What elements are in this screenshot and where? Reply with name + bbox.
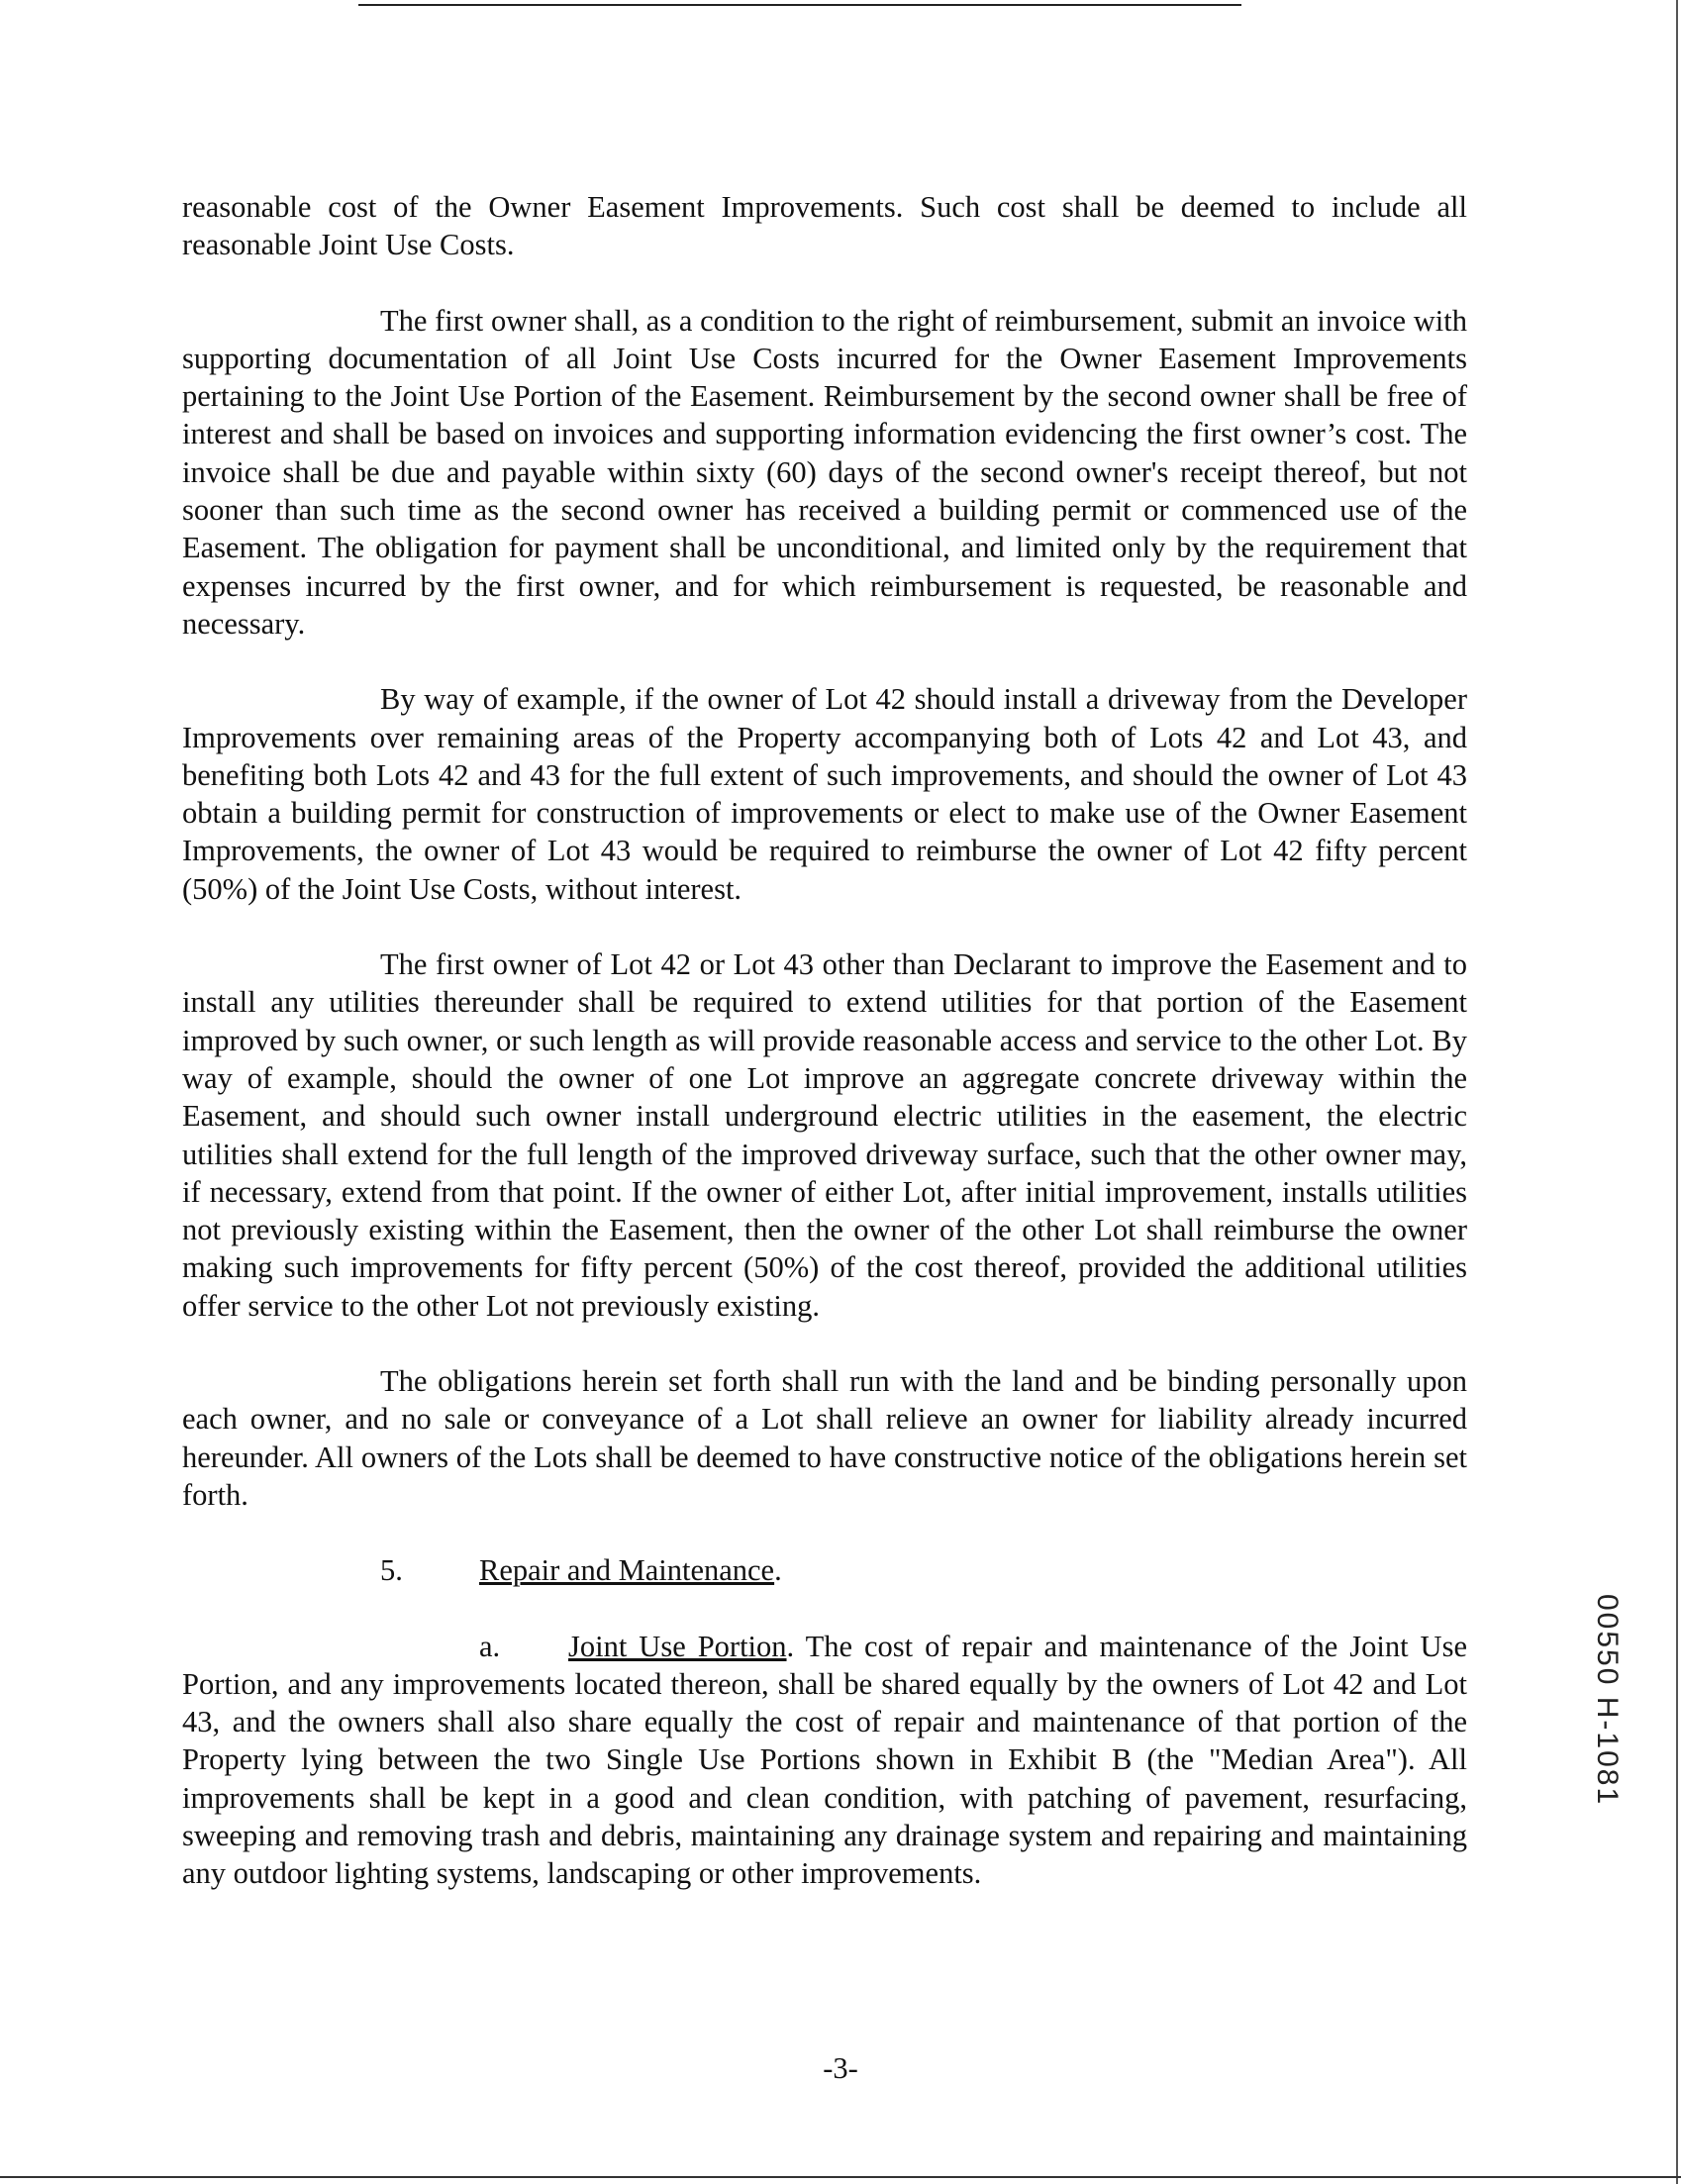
paragraph-1: reasonable cost of the Owner Easement Improvements. Such cost shall be deemed to include all reasonable Joint Use Costs. — [182, 190, 1467, 262]
subsection-a — [182, 1628, 1467, 1893]
section-title-suffix: . — [774, 1553, 782, 1588]
subsection-letter: a. — [479, 1629, 501, 1663]
section-title: Repair and Maintenance — [479, 1553, 775, 1588]
paragraph-5: The obligations herein set forth shall run with the land and be binding personally upon each owner, and no sale or conveyance of a Lot shall relieve an owner for liability already incurred hereunder. All owners of the Lots shall be deemed to have constructive notice of the obligations herein set forth. — [182, 1364, 1467, 1512]
page-number: -3- — [823, 2051, 858, 2085]
paragraph-2: The first owner shall, as a condition to the right of reimbursement, submit an invoice with supporting documentation of all Joint Use Costs incurred for the Owner Easement Improvements pertaining to the Joint Use Portion of the Easement. Reimbursement by the second owner shall be free of interest and shall be based on invoices and supporting information evidencing the first owner’s cost. The invoice shall be due and payable within sixty (60) days of the second owner's receipt thereof, but not sooner than such time as the second owner has received a building permit or commenced use of the Easement. The obligation for payment shall be unconditional, and limited only by the requirement that expenses incurred by the first owner, and for which reimbursement is requested, be reasonable and necessary. — [182, 303, 1467, 641]
top-rule — [358, 4, 1241, 6]
bottom-rule — [0, 2176, 1681, 2178]
subsection-title: Joint Use Portion — [568, 1629, 787, 1663]
section-5-heading — [182, 1551, 1467, 1589]
document-body — [182, 188, 1467, 1893]
right-page-border — [1676, 0, 1678, 2184]
side-stamp: 00550 H-1081 — [1591, 1594, 1624, 1807]
subsection-body: . The cost of repair and maintenance of the Joint Use Portion, and any improvements located thereon, shall be shared equally by the owners of Lot 42 and Lot 43, and the owners shall also share equally the cost of repair and maintenance of that portion of the Property lying between the two Single Use Portions shown in Exhibit B (the "Median Area"). All improvements shall be kept in a good and clean condition, with patching of pavement, resurfacing, sweeping and removing trash and debris, maintaining any drainage system and repairing and maintaining any outdoor lighting systems, landscaping or other improvements. — [182, 1629, 1467, 1891]
section-number: 5. — [380, 1553, 403, 1588]
paragraph-3: By way of example, if the owner of Lot 42 should install a driveway from the Developer Improvements over remaining areas of the Property accompanying both of Lots 42 and Lot 43, and benefiting both Lots 42 and 43 for the full extent of such improvements, and should the owner of Lot 43 obtain a building permit for construction of improvements or elect to make use of the Owner Easement Improvements, the owner of Lot 43 would be required to reimburse the owner of Lot 42 fifty percent (50%) of the Joint Use Costs, without interest. — [182, 682, 1467, 906]
paragraph-4: The first owner of Lot 42 or Lot 43 other than Declarant to improve the Easement and to install any utilities thereunder shall be required to extend utilities for that portion of the Easement improved by such owner, or such length as will provide reasonable access and service to the other Lot. By way of example, should the owner of one Lot improve an aggregate concrete driveway within the Easement, and should such owner install underground electric utilities in the easement, the electric utilities shall extend for the full length of the improved driveway surface, such that the other owner may, if necessary, extend from that point. If the owner of either Lot, after initial improvement, installs utilities not previously existing within the Easement, then the owner of the other Lot shall reimburse the owner making such improvements for fifty percent (50%) of the cost thereof, provided the additional utilities offer service to the other Lot not previously existing. — [182, 947, 1467, 1323]
